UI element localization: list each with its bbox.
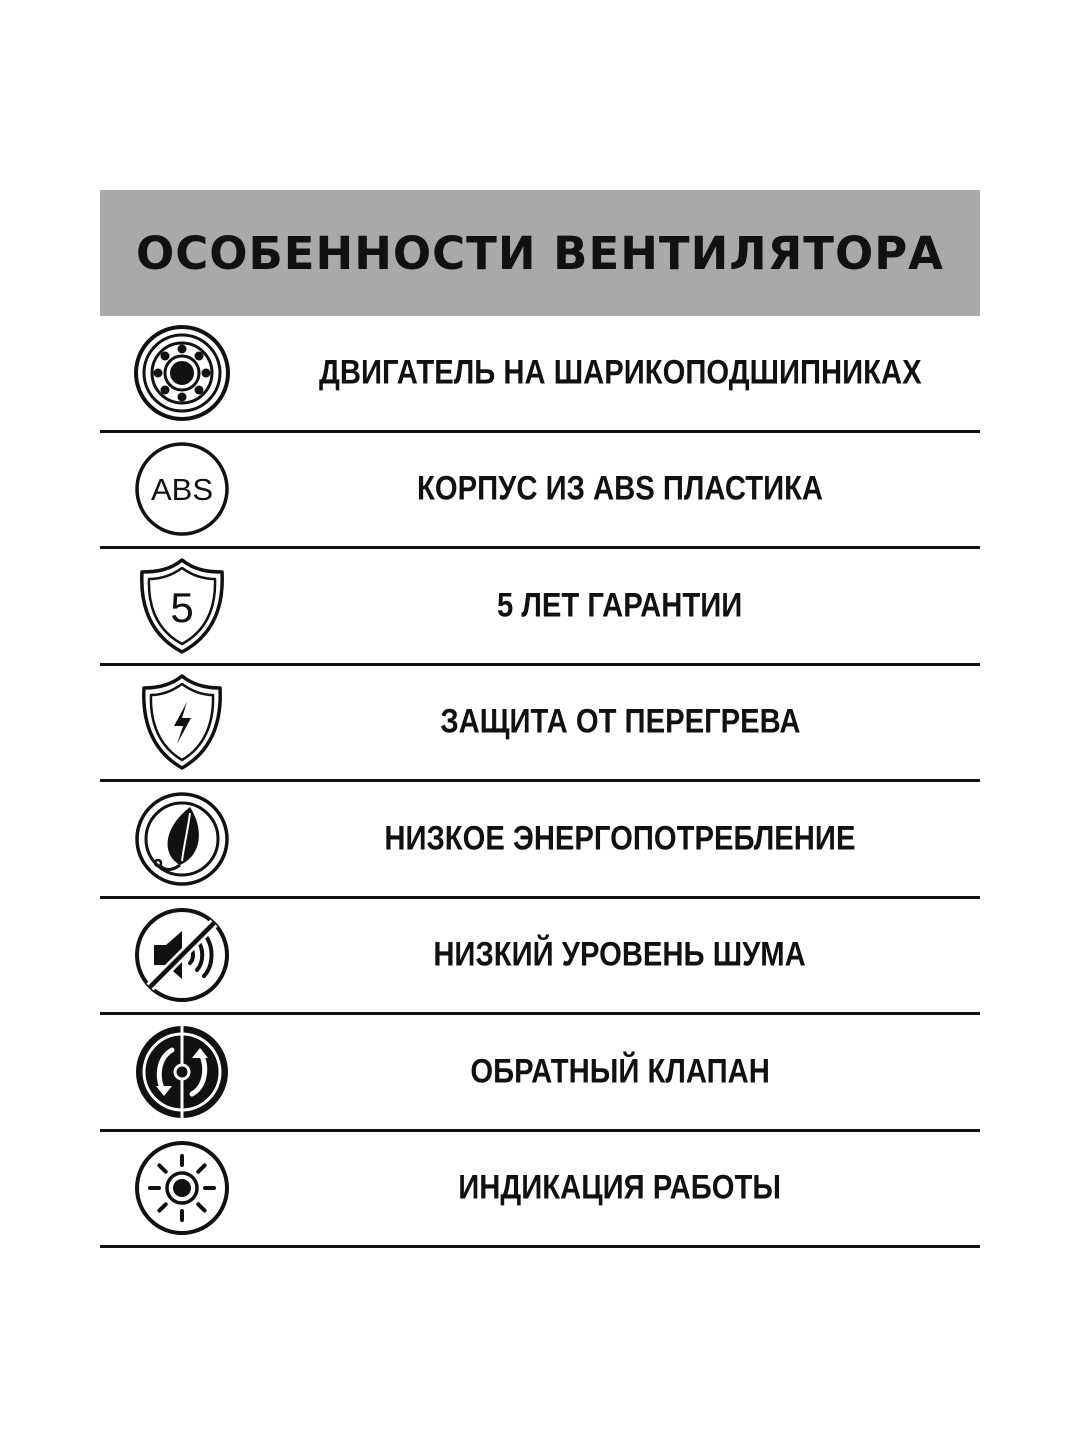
feature-label: ОБРАТНЫЙ КЛАПАН [470,1052,770,1091]
eco-leaf-icon [132,789,232,889]
ball-bearing-icon [132,323,232,423]
feature-label: НИЗКИЙ УРОВЕНЬ ШУМА [433,935,807,974]
overheat-shield-icon [132,672,232,772]
feature-label: 5 ЛЕТ ГАРАНТИИ [497,586,743,625]
warranty-shield-icon [132,556,232,656]
feature-row [100,433,980,550]
feature-label: ИНДИКАЦИЯ РАБОТЫ [458,1168,782,1207]
feature-label: КОРПУС ИЗ ABS ПЛАСТИКА [416,469,823,508]
feature-row [100,1132,980,1249]
feature-row [100,666,980,783]
feature-row [100,316,980,433]
feature-label: ЗАЩИТА ОТ ПЕРЕГРЕВА [439,702,801,741]
feature-row [100,899,980,1016]
page-header [100,190,980,316]
feature-row [100,1015,980,1132]
mute-speaker-icon [132,905,232,1005]
feature-label: ДВИГАТЕЛЬ НА ШАРИКОПОДШИПНИКАХ [319,353,922,392]
page-title: ОСОБЕННОСТИ ВЕНТИЛЯТОРА [135,226,945,280]
warranty-years-text: 5 [170,583,194,631]
feature-list [100,316,980,1248]
abs-plastic-icon [132,439,232,539]
indicator-light-icon [132,1138,232,1238]
check-valve-icon [132,1022,232,1122]
feature-row [100,782,980,899]
feature-label: НИЗКОЕ ЭНЕРГОПОТРЕБЛЕНИЕ [384,819,856,858]
feature-row [100,549,980,666]
abs-icon-text: ABS [150,472,214,508]
